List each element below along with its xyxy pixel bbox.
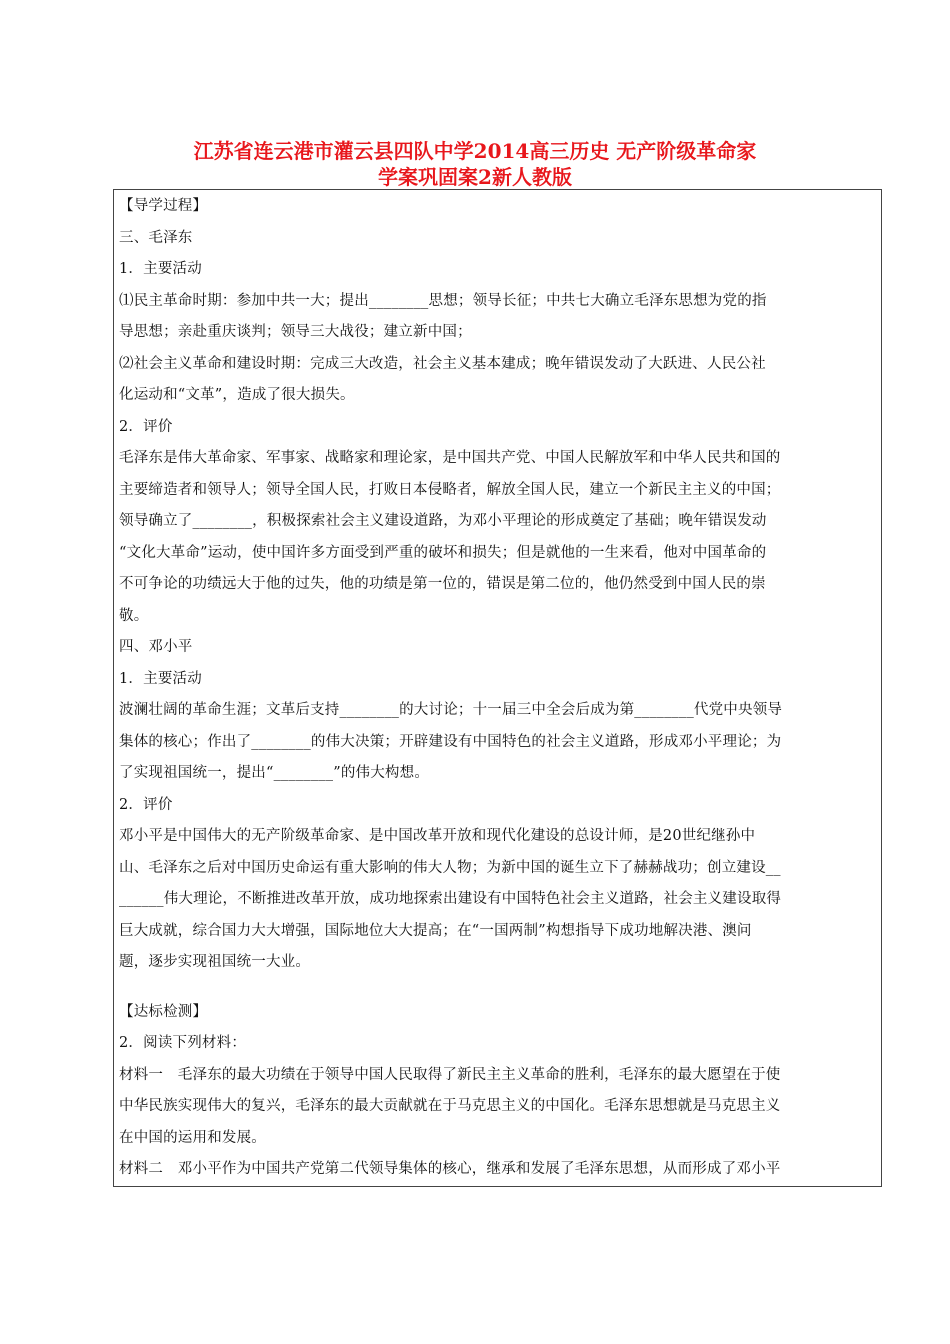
section-gap [119,979,876,997]
text-line: 1．主要活动 [119,670,202,687]
text-line: 1．主要活动 [119,261,202,277]
text-line: 敬。 [119,607,149,624]
text-line: 不可争论的功绩远大于他的过失，他的功绩是第一位的，错误是第二位的，他仍然受到中国人民的崇 [119,576,766,592]
text-line: 题，逐步实现祖国统一大业。 [119,954,311,970]
text-line: 山、毛泽东之后对中国历史命运有重大影响的伟大人物；为新中国的诞生立下了赫赫战功；创立建设__ [119,859,781,876]
text-line: 2．阅读下列材料： [119,1035,247,1051]
text-line: 集体的核心；作出了________的伟大决策；开辟建设有中国特色的社会主义道路，形成邓小平理论；为 [119,733,782,750]
text-line: 领导确立了________，积极探索社会主义建设道路，为邓小平理论的形成奠定了基础；晚年错误发动 [119,513,767,529]
text-line: ______伟大理论，不断推进改革开放，成功地探索出建设有中国特色社会主义道路，社会主义建设取得 [119,891,782,907]
title-line-2: 学案巩固案2新人教版 [378,165,572,189]
text-line: 【导学过程】 [119,198,208,214]
text-line: 波澜壮阔的革命生涯；文革后支持________的大讨论；十一届三中全会后成为第________代党中央领导 [119,702,783,718]
text-line: 邓小平是中国伟大的无产阶级革命家、是中国改革开放和现代化建设的总设计师，是20世纪继孙中 [119,828,756,844]
text-line: ⑴民主革命时期：参加中共一大；提出________思想；领导长征；中共七大确立毛泽东思想为党的指 [119,292,767,309]
text-line: 了实现祖国统一，提出“________”的伟大构想。 [119,765,430,781]
text-line: 主要缔造者和领导人；领导全国人民，打败日本侵略者，解放全国人民，建立一个新民主主义的中国； [119,481,781,498]
text-line: 三、毛泽东 [119,229,193,246]
content-box [113,189,882,1187]
text-line: 材料一 毛泽东的最大功绩在于领导中国人民取得了新民主主义革命的胜利，毛泽东的最大愿望在于使 [119,1066,781,1083]
text-line: “文化大革命”运动，使中国许多方面受到严重的破坏和损失；但是就他的一生来看，他对中国革命的 [119,544,767,561]
text-line: 【达标检测】 [119,1003,208,1020]
text-line: 2．评价 [119,418,173,435]
title-line-1: 江苏省连云港市灌云县四队中学2014高三历史 无产阶级革命家 [193,139,757,163]
text-line: 在中国的运用和发展。 [119,1129,266,1146]
document-title [0,138,950,190]
text-line: 2．评价 [119,796,173,813]
text-line: 中华民族实现伟大的复兴，毛泽东的最大贡献就在于马克思主义的中国化。毛泽东思想就是马克思主义 [119,1098,781,1114]
text-line: 材料二 邓小平作为中国共产党第二代领导集体的核心，继承和发展了毛泽东思想，从而形成了邓小平 [119,1161,781,1177]
text-line: 四、邓小平 [119,639,193,655]
text-line: 巨大成就，综合国力大大增强，国际地位大大提高；在“一国两制”构想指导下成功地解决港、澳问 [119,922,752,939]
text-line: 导思想；亲赴重庆谈判；领导三大战役；建立新中国； [119,324,472,340]
text-line: ⑵社会主义革命和建设时期：完成三大改造，社会主义基本建成；晚年错误发动了大跃进、人民公社 [119,355,766,372]
text-line: 化运动和“文革”，造成了很大损失。 [119,387,355,403]
text-line: 毛泽东是伟大革命家、军事家、战略家和理论家，是中国共产党、中国人民解放军和中华人民共和国的 [119,450,781,466]
